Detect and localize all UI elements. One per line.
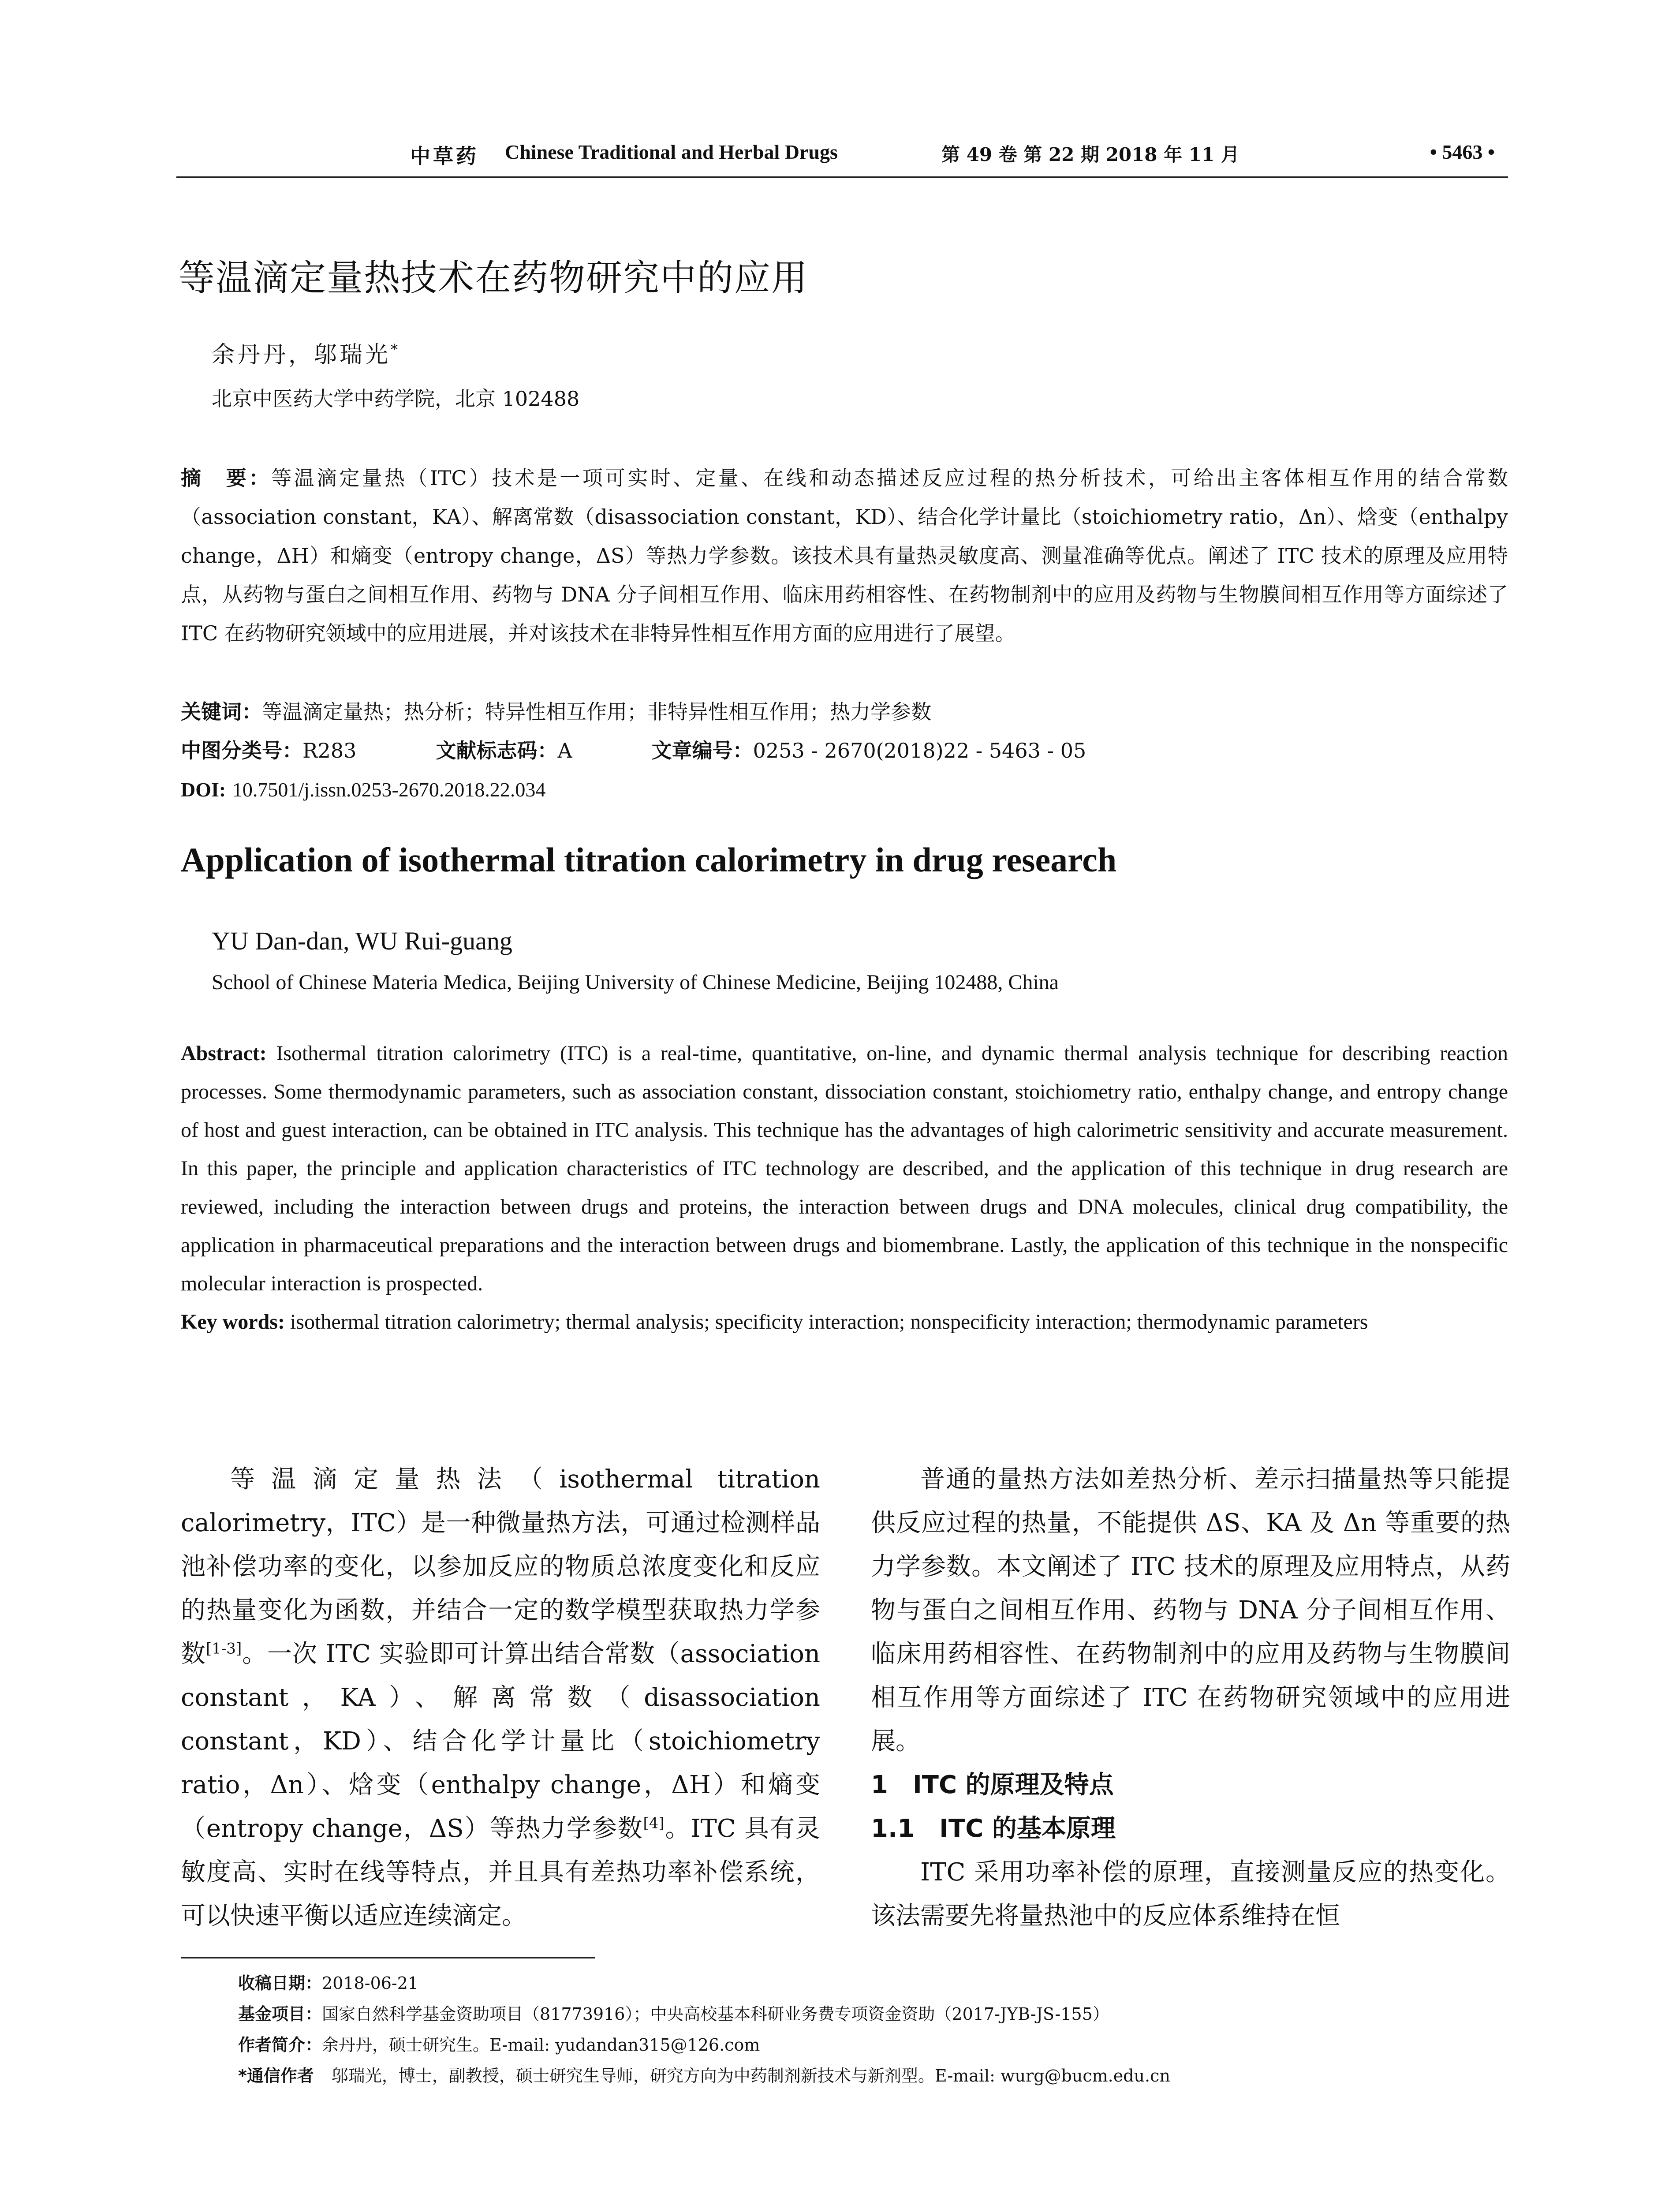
- keywords-en-text: isothermal titration calorimetry; thermal analysis; specificity interaction; nonspecificity interaction; thermodynamic parameters: [290, 1310, 1368, 1334]
- received-label: 收稿日期：: [238, 1973, 322, 1993]
- footnote-corresponding: [238, 2060, 1508, 2091]
- fund-value: 国家自然科学基金资助项目（81773916）；中央高校基本科研业务费专项资金资助（2017-JYB-JS-155）: [322, 2004, 1109, 2024]
- issue-info: 第 49 卷 第 22 期 2018 年 11 月: [941, 144, 1239, 165]
- clc-label: 中图分类号：: [181, 739, 302, 762]
- abstract-cn: [181, 459, 1508, 653]
- fund-label: 基金项目：: [238, 2004, 322, 2024]
- abstract-en-text: Isothermal titration calorimetry (ITC) is a real-time, quantitative, on-line, and dynamic thermal analysis technique for describing reaction processes. Some thermodynamic parameters, such as association constant, dissociation constant, stoichiometry ratio, enthalpy change, and entropy change of host and guest interaction, can be obtained in ITC analysis. This technique has the advantages of high calorimetric sensitivity and accurate measurement. In this paper, the principle and application characteristics of ITC technology are described, and the application of this technique in drug research are reviewed, including the interaction between drugs and proteins, the interaction between drugs and DNA molecules, clinical drug compatibility, the application in pharmaceutical preparations and the interaction between drugs and biomembrane. Lastly, the application of this technique in the nonspecific molecular interaction is prospected.: [181, 1042, 1508, 1295]
- article-title-cn: 等温滴定量热技术在药物研究中的应用: [179, 257, 809, 299]
- abstract-en: [181, 1034, 1508, 1341]
- keywords-en-label: Key words:: [181, 1310, 285, 1334]
- subsection-heading: 1.1 ITC 的基本原理: [871, 1814, 1116, 1843]
- footnote-fund: [238, 1999, 1508, 2029]
- journal-name-cn: 中草药: [410, 144, 479, 168]
- footnotes: [238, 1968, 1508, 2091]
- body-paragraph: 普通的量热方法如差热分析、差示扫描量热等只能提供反应过程的热量，不能提供 ΔS、KA 及 Δn 等重要的热力学参数。本文阐述了 ITC 技术的原理及应用特点，从药物与蛋白之间相互作用、药物与 DNA 分子间相互作用、临床用药相容性、在药物制剂中的应用及药物与生物膜间相互作用等方面综述了 ITC 在药物研究领域中的应用进展。: [871, 1465, 1510, 1756]
- body-text: 。ITC 具有灵敏度高、实时在线等特点，并且具有差热功率补偿系统，可以快速平衡以适应连续滴定。: [181, 1814, 821, 1930]
- received-value: 2018-06-21: [322, 1973, 419, 1993]
- journal-name-en: Chinese Traditional and Herbal Drugs: [505, 141, 838, 163]
- affiliation-en: School of Chinese Materia Medica, Beijing University of Chinese Medicine, Beijing 102488, China: [212, 971, 1059, 994]
- corresponding-author-mark: *: [391, 341, 401, 358]
- header-divider: [176, 176, 1508, 178]
- body-column-right: [871, 1458, 1510, 1938]
- abstract-en-label: Abstract:: [181, 1042, 267, 1065]
- article-no-label: 文章编号：: [651, 739, 753, 762]
- body-text: 等温滴定量热法（isothermal titration calorimetry，ITC）是一种微量热方法，可通过检测样品池补偿功率的变化，以参加反应的物质总浓度变化和反应的热量变化为函数，并结合一定的数学模型获取热力学参数: [181, 1465, 820, 1668]
- body-text: 。一次 ITC 实验即可计算出结合常数（association constant，KA）、解离常数（disassociation constant，KD）、结合化学计量比（stoichiometry ratio，Δn）、焓变（enthalpy change，ΔH）和熵变（entropy change，ΔS）等热力学参数: [181, 1640, 821, 1843]
- article-meta-cn: [181, 692, 1508, 809]
- keywords-cn-text: 等温滴定量热；热分析；特异性相互作用；非特异性相互作用；热力学参数: [262, 700, 931, 724]
- corresponding-label: *通信作者: [238, 2066, 314, 2085]
- doc-code-value: A: [557, 739, 572, 762]
- running-header: [176, 140, 1508, 166]
- footnote-author: [238, 2029, 1508, 2060]
- footnote-divider: [181, 1957, 595, 1958]
- citation-ref[interactable]: [4]: [643, 1814, 665, 1832]
- author-bio-value: 余丹丹，硕士研究生。E-mail: yudandan315@126.com: [322, 2035, 760, 2055]
- body-paragraph: [181, 1458, 820, 1938]
- doi-label: DOI:: [181, 778, 226, 801]
- page-number: • 5463 •: [1430, 141, 1495, 163]
- keywords-cn-label: 关键词：: [181, 700, 262, 724]
- article-no-value: 0253 - 2670(2018)22 - 5463 - 05: [753, 739, 1086, 762]
- doi-value: 10.7501/j.issn.0253-2670.2018.22.034: [232, 778, 546, 801]
- clc-value: R283: [302, 739, 357, 762]
- body-column-left: [181, 1458, 820, 1938]
- authors-en: YU Dan-dan, WU Rui-guang: [212, 927, 512, 955]
- doc-code-label: 文献标志码：: [436, 739, 558, 762]
- citation-ref[interactable]: [1-3]: [205, 1640, 242, 1658]
- authors-cn: [212, 336, 400, 369]
- affiliation-cn: 北京中医药大学中药学院，北京 102488: [212, 387, 580, 411]
- footnote-received: [238, 1968, 1508, 1999]
- abstract-cn-label: 摘 要：: [181, 466, 272, 490]
- author-bio-label: 作者简介：: [238, 2035, 322, 2055]
- keywords-cn: [181, 692, 1508, 731]
- classification-row: [181, 731, 1508, 770]
- body-paragraph: ITC 采用功率补偿的原理，直接测量反应的热变化。该法需要先将量热池中的反应体系维持在恒: [871, 1858, 1510, 1930]
- abstract-cn-text: 等温滴定量热（ITC）技术是一项可实时、定量、在线和动态描述反应过程的热分析技术，可给出主客体相互作用的结合常数（association constant，KA）、解离常数（disassociation constant，KD）、结合化学计量比（stoichiometry ratio，Δn）、焓变（enthalpy change，ΔH）和熵变（entropy change，ΔS）等热力学参数。该技术具有量热灵敏度高、测量准确等优点。阐述了 ITC 技术的原理及应用特点，从药物与蛋白之间相互作用、药物与 DNA 分子间相互作用、临床用药相容性、在药物制剂中的应用及药物与生物膜间相互作用等方面综述了 ITC 在药物研究领域中的应用进展，并对该技术在非特异性相互作用方面的应用进行了展望。: [181, 466, 1508, 645]
- author-names-cn: 余丹丹，邬瑞光: [212, 342, 391, 368]
- article-title-en: Application of isothermal titration calorimetry in drug research: [181, 841, 1117, 879]
- corresponding-value: 邬瑞光，博士，副教授，硕士研究生导师，研究方向为中药制剂新技术与新剂型。E-mail: wurg@bucm.edu.cn: [331, 2066, 1170, 2085]
- section-heading: 1 ITC 的原理及特点: [871, 1771, 1114, 1799]
- doi-row: [181, 770, 1508, 809]
